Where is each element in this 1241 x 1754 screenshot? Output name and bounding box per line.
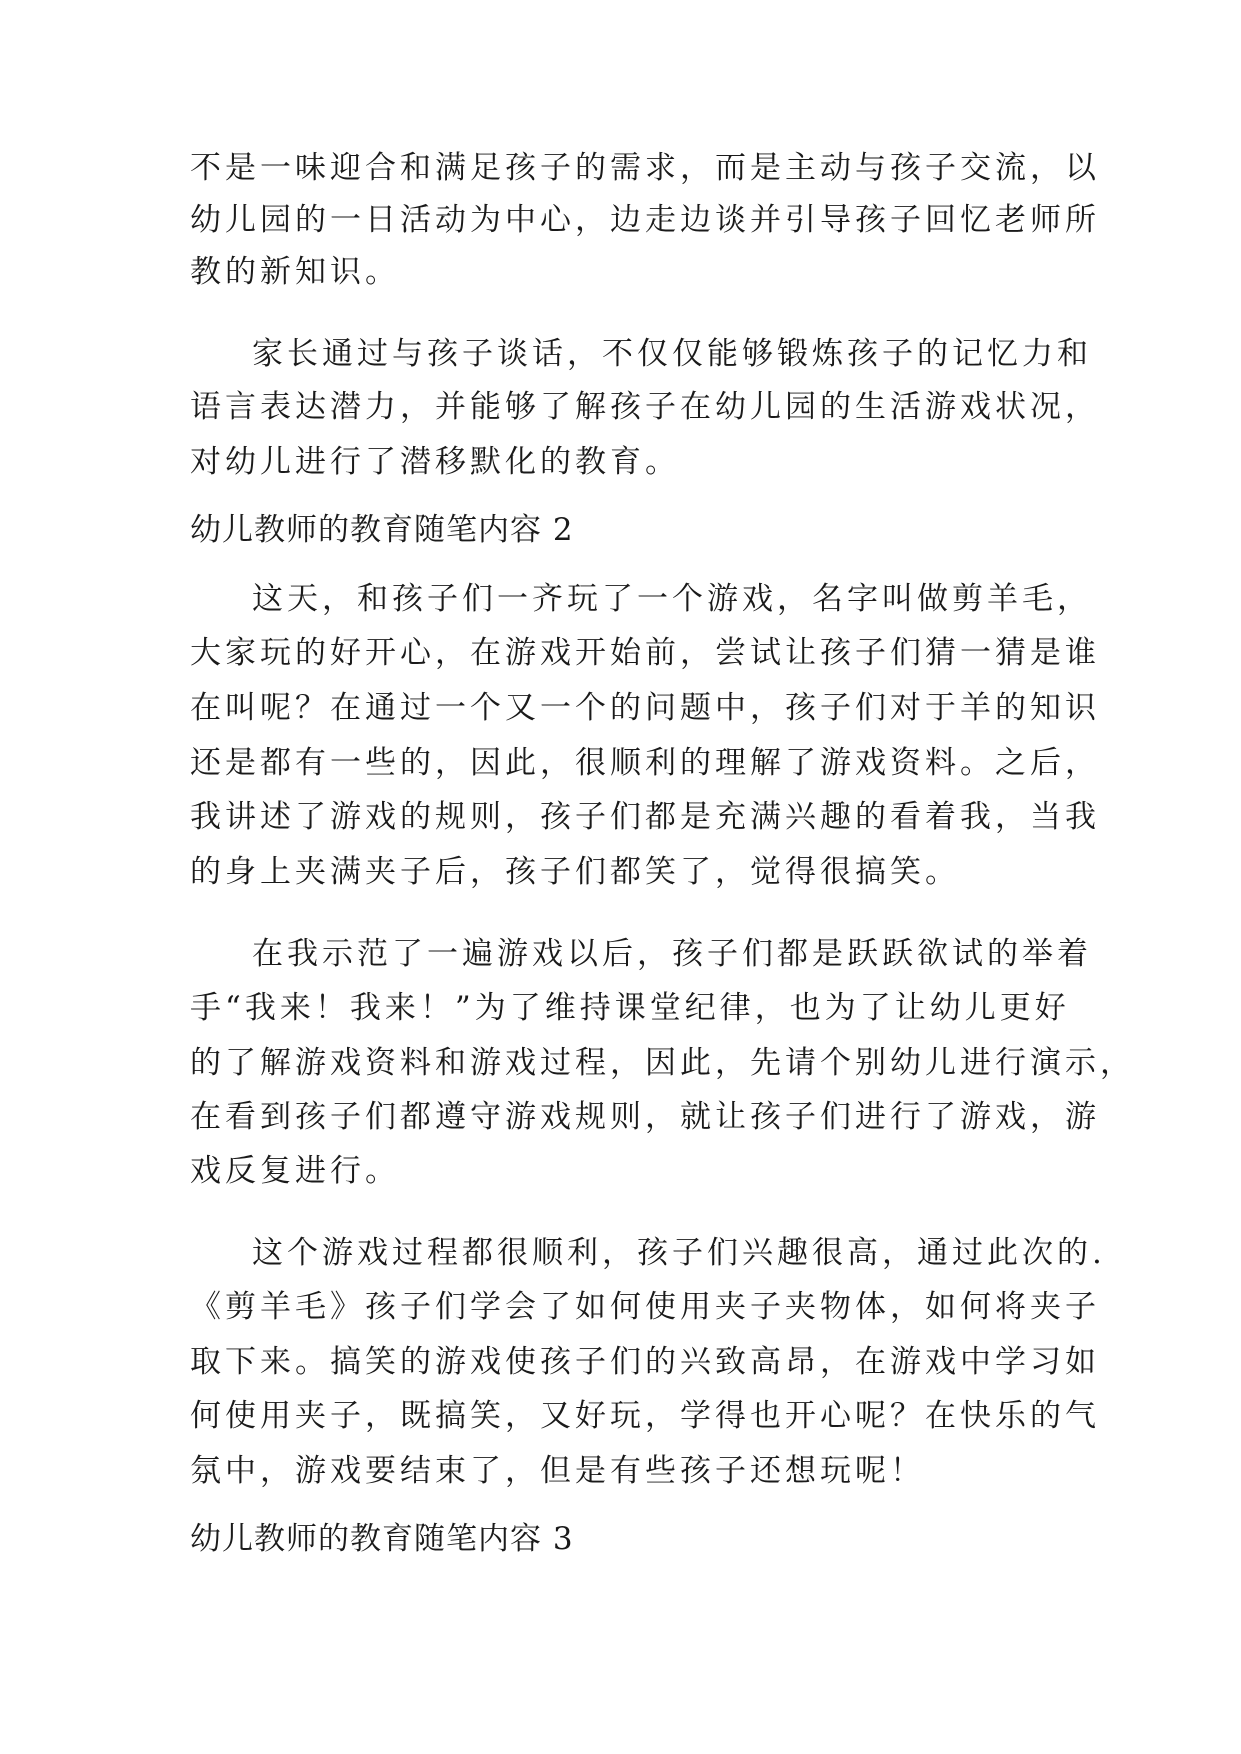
paragraph-line: 这个游戏过程都很顺利，孩子们兴趣很高，通过此次的. [252, 1235, 1106, 1271]
paragraph-line: 教的新知识。 [190, 254, 400, 290]
paragraph-line: 还是都有一些的，因此，很顺利的理解了游戏资料。之后， [190, 745, 1100, 781]
paragraph-line: 家长通过与孩子谈话，不仅仅能够锻炼孩子的记忆力和 [252, 336, 1092, 372]
paragraph-line: 何使用夹子，既搞笑，又好玩，学得也开心呢？在快乐的气 [190, 1398, 1100, 1434]
paragraph-line: 在看到孩子们都遵守游戏规则，就让孩子们进行了游戏，游 [190, 1099, 1100, 1135]
paragraph-line: 幼儿园的一日活动为中心，边走边谈并引导孩子回忆老师所 [190, 202, 1100, 238]
section-heading: 幼儿教师的教育随笔内容 2 [190, 512, 574, 548]
paragraph-line: 不是一味迎合和满足孩子的需求，而是主动与孩子交流，以 [190, 150, 1100, 186]
paragraph-line: 大家玩的好开心，在游戏开始前，尝试让孩子们猜一猜是谁 [190, 635, 1100, 671]
paragraph-line: 在叫呢？在通过一个又一个的问题中，孩子们对于羊的知识 [190, 690, 1100, 726]
paragraph-line: 《剪羊毛》孩子们学会了如何使用夹子夹物体，如何将夹子 [190, 1289, 1100, 1325]
paragraph-line: 语言表达潜力，并能够了解孩子在幼儿园的生活游戏状况， [190, 389, 1100, 425]
section-heading: 幼儿教师的教育随笔内容 3 [190, 1521, 574, 1557]
paragraph-line: 手“我来！我来！”为了维持课堂纪律，也为了让幼儿更好 [190, 990, 1070, 1026]
paragraph-line: 取下来。搞笑的游戏使孩子们的兴致高昂，在游戏中学习如 [190, 1344, 1100, 1380]
paragraph-line: 这天，和孩子们一齐玩了一个游戏，名字叫做剪羊毛， [252, 581, 1092, 617]
paragraph-line: 的了解游戏资料和游戏过程，因此，先请个别幼儿进行演示， [190, 1045, 1135, 1081]
paragraph-line: 戏反复进行。 [190, 1153, 400, 1189]
paragraph-line: 氛中，游戏要结束了，但是有些孩子还想玩呢！ [190, 1453, 925, 1489]
paragraph-line: 在我示范了一遍游戏以后，孩子们都是跃跃欲试的举着 [252, 936, 1092, 972]
paragraph-line: 的身上夹满夹子后，孩子们都笑了，觉得很搞笑。 [190, 854, 960, 890]
paragraph-line: 我讲述了游戏的规则，孩子们都是充满兴趣的看着我，当我 [190, 799, 1100, 835]
paragraph-line: 对幼儿进行了潜移默化的教育。 [190, 444, 680, 480]
